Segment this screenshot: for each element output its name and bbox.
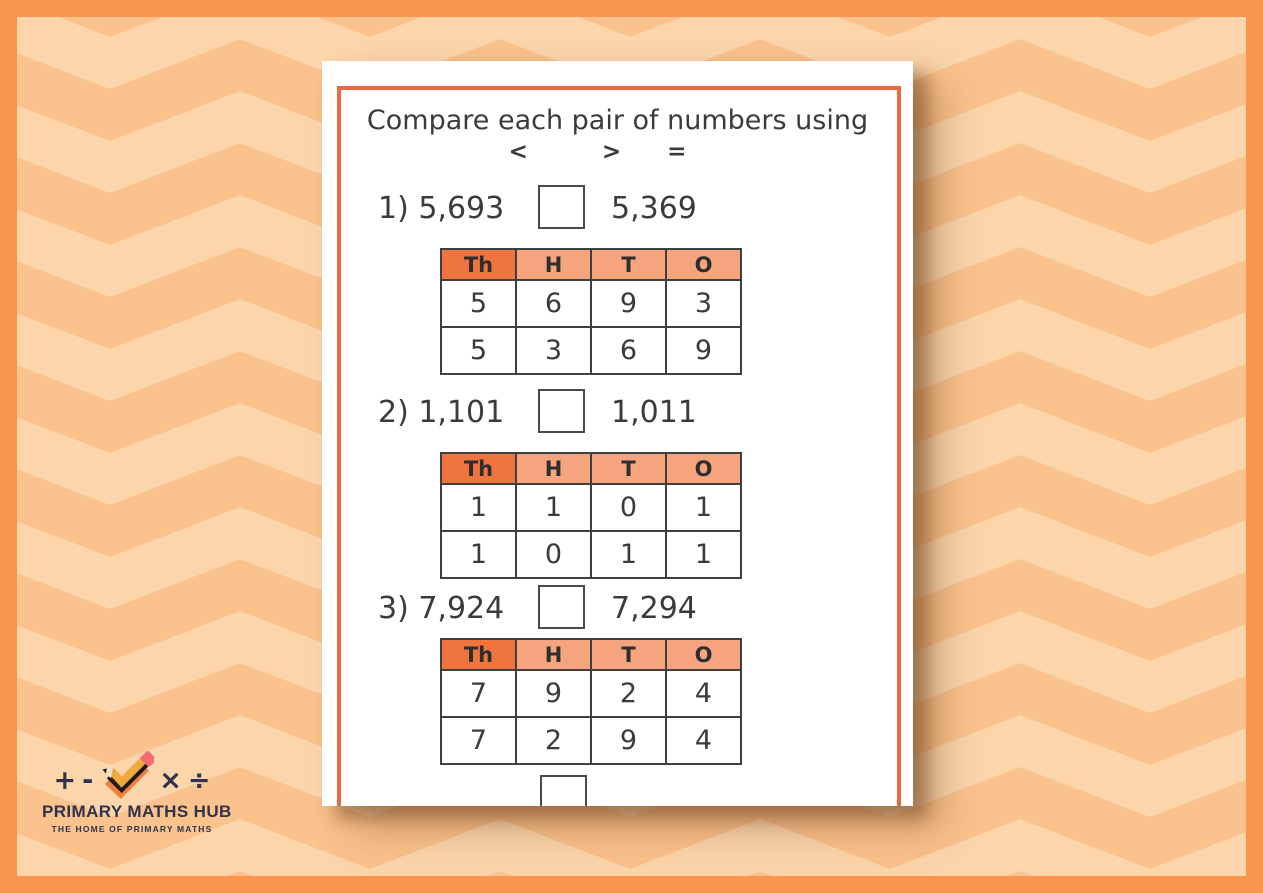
digit-cell: 7: [441, 717, 516, 764]
table-header-cell: Th: [441, 639, 516, 670]
plus-icon: +: [53, 765, 77, 796]
table-header-cell: T: [591, 453, 666, 484]
question-number-right: 7,294: [611, 591, 697, 626]
greater-than-symbol: >: [601, 139, 622, 165]
answer-box[interactable]: [538, 185, 585, 229]
digit-cell: 1: [591, 531, 666, 578]
digit-cell: 1: [441, 531, 516, 578]
table-row: [441, 280, 741, 327]
question-row: [378, 389, 913, 437]
table-header-cell: H: [516, 453, 591, 484]
minus-icon: -: [82, 765, 94, 796]
digit-cell: 9: [516, 670, 591, 717]
digit-cell: 9: [591, 280, 666, 327]
logo-operators-row: [42, 744, 222, 800]
question-block: [322, 185, 913, 375]
table-row: [441, 670, 741, 717]
digit-cell: 5: [441, 280, 516, 327]
digit-cell: 1: [516, 484, 591, 531]
table-row: [441, 484, 741, 531]
digit-cell: 6: [516, 280, 591, 327]
table-row: [441, 327, 741, 374]
question-row: [378, 185, 913, 233]
table-header-cell: Th: [441, 249, 516, 280]
digit-cell: 1: [441, 484, 516, 531]
question-row: [378, 585, 913, 633]
digit-cell: 9: [666, 327, 741, 374]
place-value-table: [440, 638, 742, 765]
worksheet-content: [322, 61, 913, 806]
digit-cell: 9: [591, 717, 666, 764]
question-number-right: 5,369: [611, 191, 697, 226]
place-value-table: [440, 248, 742, 375]
digit-cell: 4: [666, 670, 741, 717]
digit-cell: 7: [441, 670, 516, 717]
table-header-cell: Th: [441, 453, 516, 484]
table-header-cell: O: [666, 639, 741, 670]
multiply-icon: ×: [159, 765, 182, 796]
primary-maths-hub-logo: [42, 744, 232, 834]
equals-symbol: =: [667, 139, 687, 165]
divide-icon: ÷: [187, 765, 211, 796]
table-header-cell: H: [516, 639, 591, 670]
digit-cell: 2: [591, 670, 666, 717]
digit-cell: 3: [666, 280, 741, 327]
pencil-check-icon: [98, 748, 154, 802]
table-header-cell: T: [591, 249, 666, 280]
place-value-table: [440, 452, 742, 579]
digit-cell: 4: [666, 717, 741, 764]
digit-cell: 1: [666, 484, 741, 531]
question-numbers-left: 3) 7,924: [378, 591, 505, 626]
table-header-row: [441, 639, 741, 670]
question-number-right: 1,011: [611, 395, 697, 430]
answer-box[interactable]: [538, 389, 585, 433]
question-numbers-left: 1) 5,693: [378, 191, 505, 226]
worksheet-page: [322, 61, 913, 806]
less-than-symbol: <: [508, 139, 528, 165]
digit-cell: 5: [441, 327, 516, 374]
table-header-cell: O: [666, 453, 741, 484]
question-block: [322, 585, 913, 765]
digit-cell: 1: [666, 531, 741, 578]
table-header-row: [441, 453, 741, 484]
table-header-cell: H: [516, 249, 591, 280]
logo-tagline: THE HOME OF PRIMARY MATHS: [51, 824, 213, 834]
questions: [322, 185, 913, 765]
table-row: [441, 717, 741, 764]
table-header-row: [441, 249, 741, 280]
worksheet-title: Compare each pair of numbers using: [366, 105, 869, 136]
answer-box[interactable]: [538, 585, 585, 629]
digit-cell: 3: [516, 327, 591, 374]
question-block: [322, 389, 913, 579]
table-header-cell: O: [666, 249, 741, 280]
table-row: [441, 531, 741, 578]
logo-title: PRIMARY MATHS HUB: [42, 802, 232, 821]
digit-cell: 2: [516, 717, 591, 764]
comparison-symbols: [322, 139, 893, 165]
question-numbers-left: 2) 1,101: [378, 395, 505, 430]
digit-cell: 0: [591, 484, 666, 531]
answer-box-partial[interactable]: [540, 775, 587, 806]
digit-cell: 6: [591, 327, 666, 374]
digit-cell: 0: [516, 531, 591, 578]
table-header-cell: T: [591, 639, 666, 670]
